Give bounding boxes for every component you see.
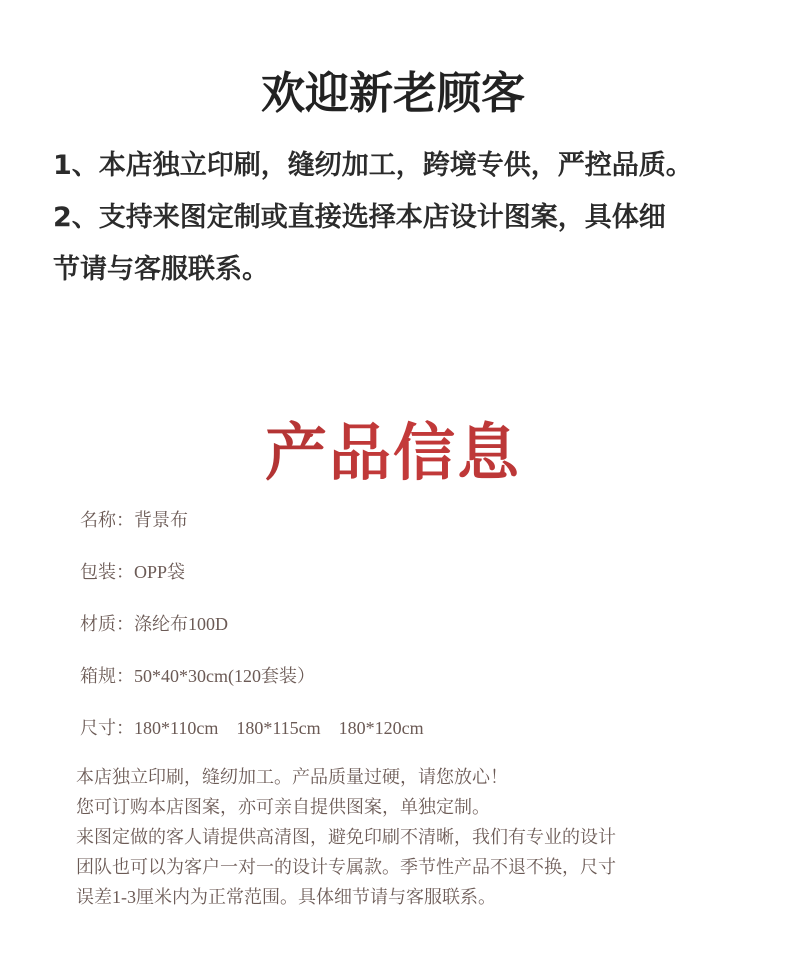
product-info-title: 产品信息 bbox=[0, 408, 786, 498]
spec-row-material bbox=[80, 604, 720, 656]
spec-label: 材质： bbox=[80, 614, 134, 634]
product-description bbox=[76, 762, 716, 912]
spec-row-carton bbox=[80, 656, 720, 708]
product-spec-list bbox=[80, 500, 720, 760]
spec-label: 名称： bbox=[80, 510, 134, 530]
spec-value: 背景布 bbox=[134, 510, 188, 530]
spec-value: 180*110cm 180*115cm 180*120cm bbox=[134, 718, 424, 738]
welcome-note-line: 1、本店独立印刷，缝纫加工，跨境专供，严控品质。 bbox=[53, 150, 693, 181]
spec-row-name bbox=[80, 500, 720, 552]
description-line: 本店独立印刷，缝纫加工。产品质量过硬，请您放心！ bbox=[76, 767, 508, 787]
welcome-note-line: 节请与客服联系。 bbox=[53, 254, 269, 285]
welcome-title: 欢迎新老顾客 bbox=[261, 68, 525, 119]
spec-label: 箱规： bbox=[80, 666, 134, 686]
spec-label: 包装： bbox=[80, 562, 134, 582]
description-line: 误差1-3厘米内为正常范围。具体细节请与客服联系。 bbox=[76, 887, 496, 907]
spec-row-packaging bbox=[80, 552, 720, 604]
spec-label: 尺寸： bbox=[80, 718, 134, 738]
description-line: 来图定做的客人请提供高清图，避免印刷不清晰，我们有专业的设计 bbox=[76, 827, 616, 847]
description-line: 团队也可以为客户一对一的设计专属款。季节性产品不退不换，尺寸 bbox=[76, 857, 616, 877]
welcome-note-line: 2、支持来图定制或直接选择本店设计图案，具体细 bbox=[53, 202, 666, 233]
description-line: 您可订购本店图案，亦可亲自提供图案，单独定制。 bbox=[76, 797, 490, 817]
spec-value: 50*40*30cm(120套装） bbox=[134, 666, 315, 686]
welcome-notes bbox=[53, 140, 753, 296]
spec-value: OPP袋 bbox=[134, 562, 186, 582]
spec-value: 涤纶布100D bbox=[134, 614, 228, 634]
spec-row-size bbox=[80, 708, 720, 760]
